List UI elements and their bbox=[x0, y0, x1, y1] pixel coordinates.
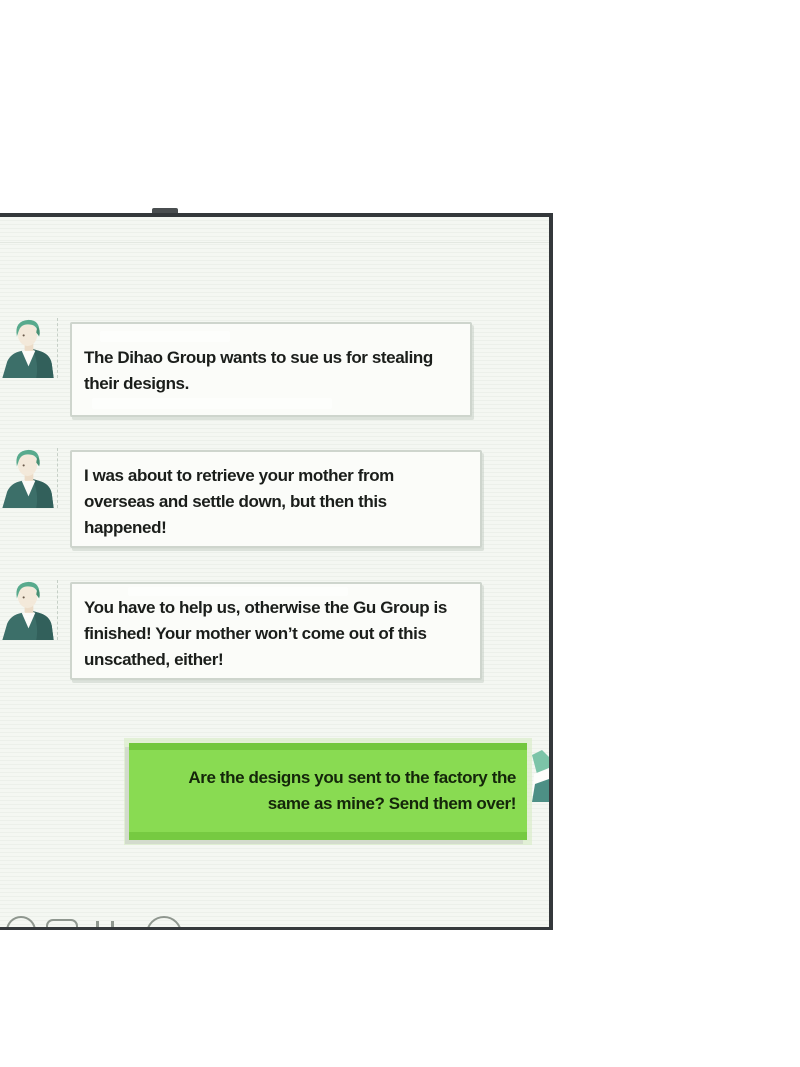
message-line: You have to help us, otherwise the Gu Group is bbox=[84, 598, 447, 617]
message-line: happened! bbox=[84, 518, 167, 537]
erased-text-smudge bbox=[100, 331, 230, 342]
message-line: overseas and settle down, but then this bbox=[84, 492, 387, 511]
message-line: their designs. bbox=[84, 374, 189, 393]
circle-icon-left[interactable] bbox=[6, 916, 36, 930]
chat-panel bbox=[0, 213, 553, 930]
avatar-partial[interactable] bbox=[532, 748, 549, 802]
message-bubble-outgoing bbox=[129, 743, 527, 840]
message-line: finished! Your mother won’t come out of this bbox=[84, 624, 427, 643]
message-bubble-incoming bbox=[70, 322, 472, 417]
message-line: same as mine? Send them over! bbox=[267, 794, 516, 813]
man-in-suit-icon bbox=[0, 580, 57, 640]
circle-icon-right[interactable] bbox=[146, 916, 182, 930]
avatar[interactable] bbox=[0, 580, 58, 640]
tick-mark-icon bbox=[111, 921, 114, 929]
partial-avatar-icon bbox=[532, 748, 549, 802]
message-line: unscathed, either! bbox=[84, 650, 224, 669]
man-in-suit-icon bbox=[0, 318, 57, 378]
chat-input-bar bbox=[0, 916, 549, 927]
tick-mark-icon bbox=[96, 921, 99, 929]
message-line: The Dihao Group wants to sue us for stealing bbox=[84, 348, 433, 367]
message-line: Are the designs you sent to the factory the bbox=[188, 768, 516, 787]
erased-text-smudge bbox=[128, 587, 348, 596]
avatar[interactable] bbox=[0, 448, 58, 508]
message-bubble-incoming bbox=[70, 582, 482, 680]
erased-text-smudge bbox=[92, 398, 332, 409]
man-in-suit-icon bbox=[0, 448, 57, 508]
avatar[interactable] bbox=[0, 318, 58, 378]
header-divider bbox=[0, 242, 549, 243]
message-bubble-incoming bbox=[70, 450, 482, 548]
message-line: I was about to retrieve your mother from bbox=[84, 466, 394, 485]
rounded-square-icon[interactable] bbox=[46, 919, 78, 930]
